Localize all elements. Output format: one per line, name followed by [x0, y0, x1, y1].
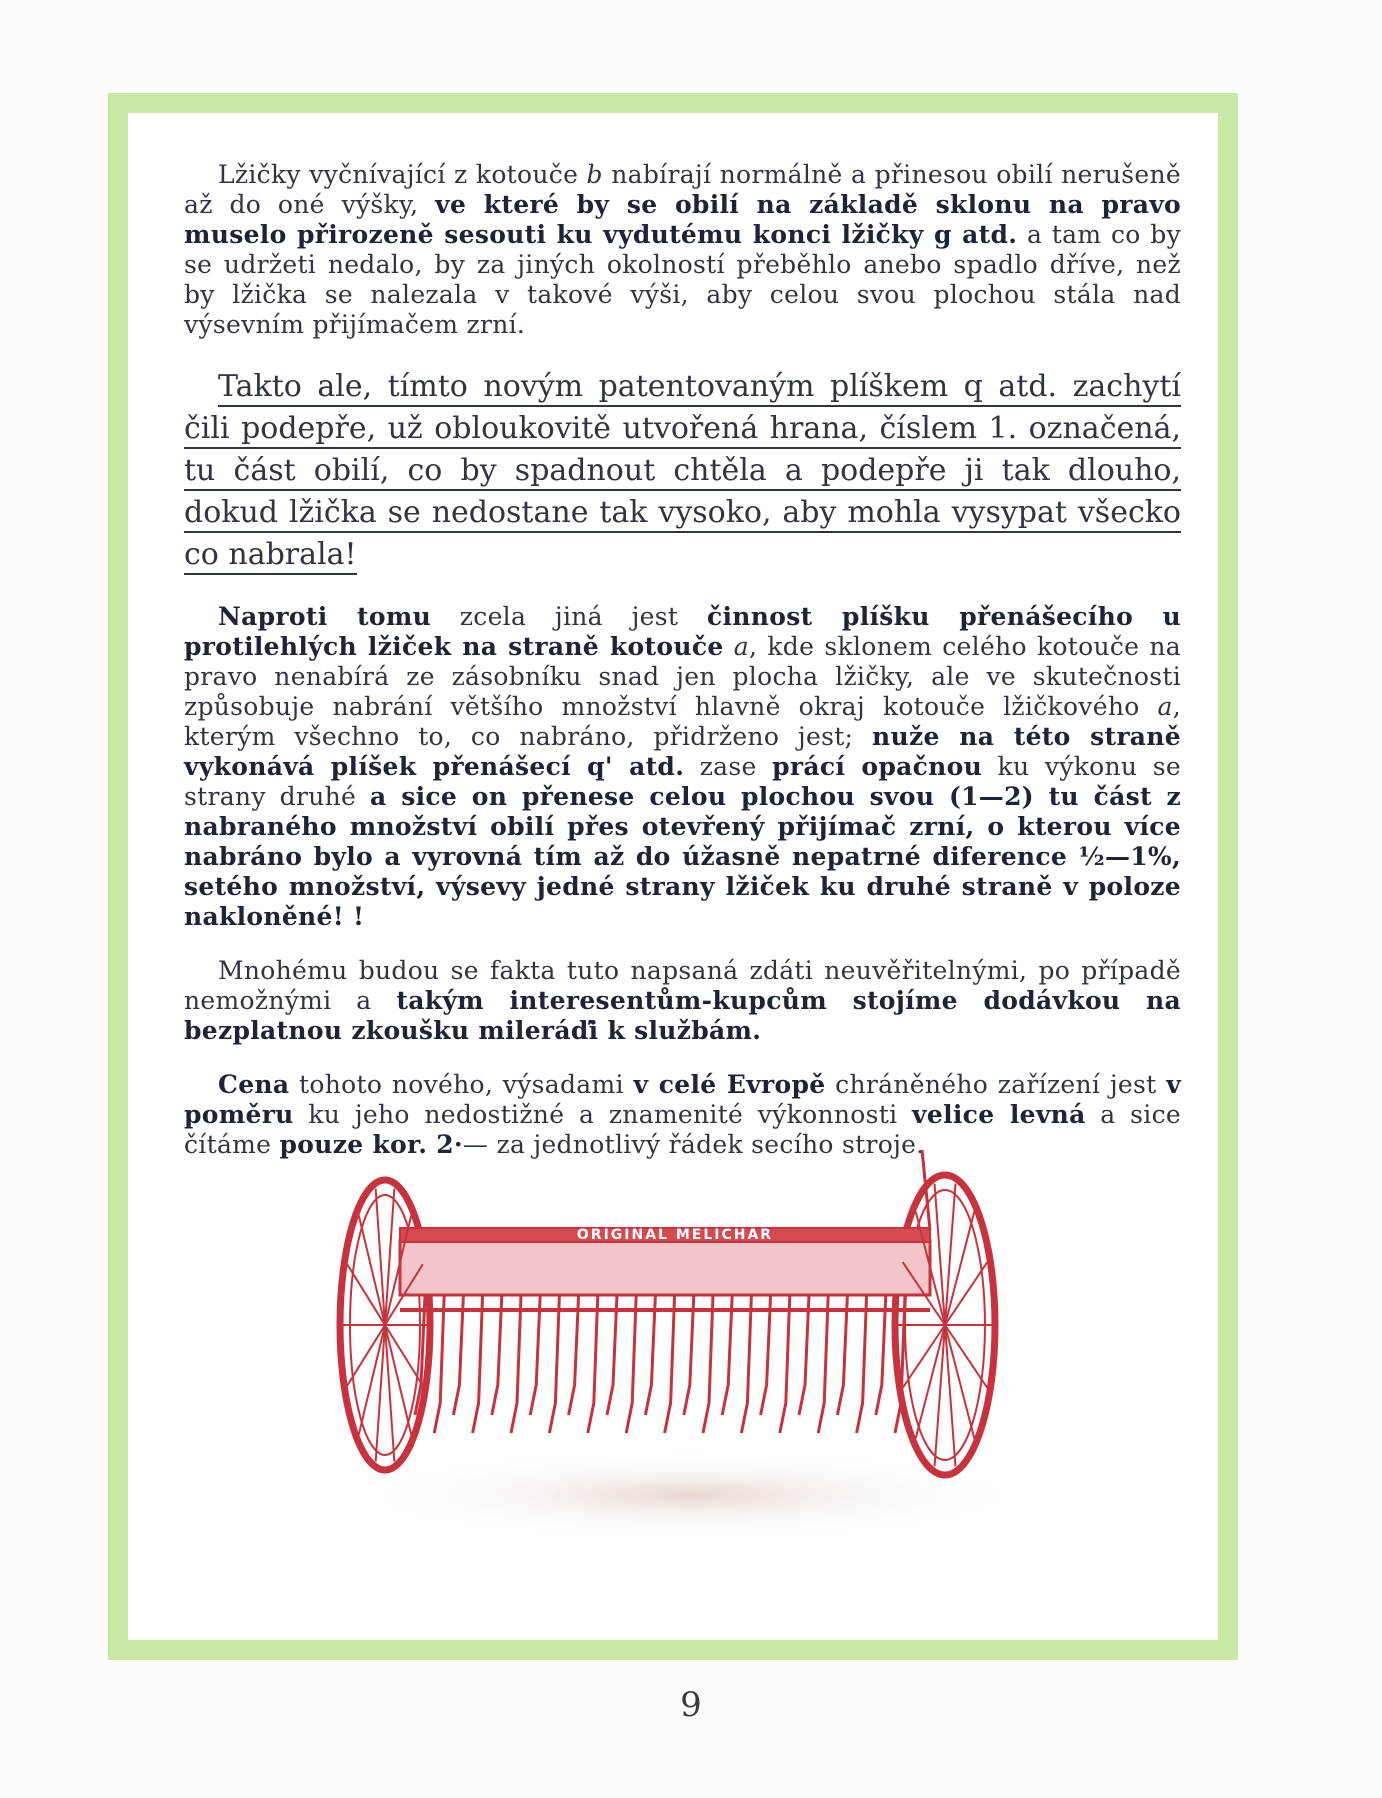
wheel-spoke: [945, 1325, 987, 1388]
text-run: chráněného zařízení jest: [825, 1070, 1167, 1099]
seeding-tube: [741, 1295, 751, 1433]
wheel-spoke: [347, 1264, 385, 1325]
seeding-tube: [473, 1295, 483, 1433]
wheel-spoke: [385, 1325, 423, 1386]
seeding-tube: [761, 1295, 771, 1415]
seeding-tube: [818, 1295, 828, 1433]
seeding-tube: [549, 1295, 559, 1433]
underlined-text: Takto ale, tímto novým patentovaným plíškem q atd. zachytí čili podepře, už obloukovitě utvořená hrana, číslem 1. označená, tu část obilí, co by spadnout chtěla a podepře ji tak dlouho, dokud lžička se nedostane tak vysoko, aby mohla vysypat všecko co nabrala!: [184, 369, 1181, 575]
seeding-tube: [857, 1295, 867, 1433]
bold-run: nuže na této straně vykonává plíšek přenášecí q' atd.: [184, 722, 1181, 781]
bold-run: Naproti tomu: [218, 602, 432, 631]
bold-run: v poměru: [184, 1070, 1182, 1129]
seed-drill-illustration: [330, 1150, 1050, 1550]
bold-run: Cena: [218, 1070, 290, 1099]
italic-letter: a: [733, 632, 749, 661]
bold-run: prácí opačnou: [772, 752, 983, 781]
seeding-tube: [453, 1295, 463, 1415]
wheel-spoke: [903, 1325, 945, 1388]
seed-hopper: [400, 1240, 930, 1295]
seeding-tube: [588, 1295, 598, 1433]
seeding-tube: [876, 1295, 886, 1415]
seeding-tube: [799, 1295, 809, 1415]
text-run: zcela jiná jest: [431, 602, 707, 631]
paragraph-4: [184, 956, 1181, 1046]
bold-run: činnost plíšku přenášecího u protilehlých lžiček na straně kotouče: [184, 602, 1182, 661]
seeding-tubes: [415, 1295, 905, 1433]
text-run: [724, 632, 734, 661]
text-run: ku výkonu se strany druhé: [184, 752, 1182, 811]
seeding-tube: [626, 1295, 636, 1433]
wheel-spoke: [347, 1325, 385, 1386]
text-run: Mnohému budou se fakta tuto napsaná zdáti neuvěřitelnými, po případě nemožnými a: [184, 956, 1181, 1015]
bold-run: v celé Evropě: [633, 1070, 826, 1099]
bold-run: pouze kor. 2·: [279, 1130, 463, 1159]
wheel-spoke: [945, 1262, 987, 1325]
text-run: nabírají normálně a přinesou obilí nerušeně až do oné výšky,: [184, 160, 1181, 219]
text-run: — za jednotlivý řádek secího stroje.: [462, 1130, 925, 1159]
seeding-tube: [434, 1295, 444, 1433]
seeding-tube: [684, 1295, 694, 1415]
bold-run: velice levná: [912, 1100, 1086, 1129]
machine-label: ORIGINAL MELICHAR: [576, 1227, 774, 1243]
drill-body: [340, 1150, 995, 1475]
seeding-tube: [569, 1295, 579, 1415]
bold-run: a sice on přenese celou plochou svou (1—2) tu část z nabraného množství obilí přes otevřený přijímač zrní, o kterou více nabráno bylo a vyrovná tím až do úžasně nepatrné diference ½—1%, setého množství, výsevy jedné strany lžiček ku druhé straně v poloze nakloněné! !: [184, 782, 1181, 931]
page-number: 9: [680, 1685, 702, 1725]
text-run: , kterým všechno to, co nabráno, přidrženo jest;: [184, 692, 1181, 751]
text-run: tohoto nového, výsadami: [289, 1070, 634, 1099]
seeding-tube: [780, 1295, 790, 1433]
paragraph-2-underlined: [184, 366, 1181, 576]
text-run: a tam co by se udržeti nedalo, by za jiných okolností přeběhlo anebo spadlo dříve, než by lžička se nalezala v takové výši, aby celou svou plochou stála nad výsevním přijímačem zrní.: [184, 220, 1181, 339]
seeding-tube: [703, 1295, 713, 1433]
seeding-tube: [722, 1295, 732, 1415]
text-run: , kde sklonem celého kotouče na pravo nenabírá ze zásobníku snad jen plocha lžičky, ale ve skutečnosti způsobuje nabrání většího množství hlavně okraj kotouče lžičkového: [184, 632, 1182, 721]
seeding-tube: [530, 1295, 540, 1415]
paragraph-5: [184, 1070, 1181, 1160]
seeding-tube: [645, 1295, 655, 1415]
italic-letter: a: [1157, 692, 1173, 721]
text-run: ku jeho nedostižné a znamenité výkonnosti: [293, 1100, 913, 1129]
seeding-tube: [492, 1295, 502, 1415]
text-run: Lžičky vyčnívající z kotouče: [218, 160, 587, 189]
seeding-tube: [665, 1295, 675, 1433]
italic-letter: b: [586, 160, 603, 189]
bold-run: takým interesentům-kupcům stojíme dodávkou na bezplatnou zkoušku mileráďi k službám.: [184, 986, 1181, 1045]
text-run: a sice čítáme: [184, 1100, 1181, 1159]
seeding-tube: [607, 1295, 617, 1415]
paragraph-3: [184, 602, 1181, 932]
paragraph-1: [184, 160, 1181, 340]
text-run: zase: [684, 752, 773, 781]
right-wheel-spokes: [898, 1184, 992, 1467]
bold-run: ve které by se obilí na základě sklonu na pravo muselo přirozeně sesouti ku vydutému konci lžičky g atd.: [184, 190, 1181, 249]
seeding-tube: [511, 1295, 521, 1433]
seeding-tube: [837, 1295, 847, 1415]
text-body: [184, 160, 1181, 1160]
